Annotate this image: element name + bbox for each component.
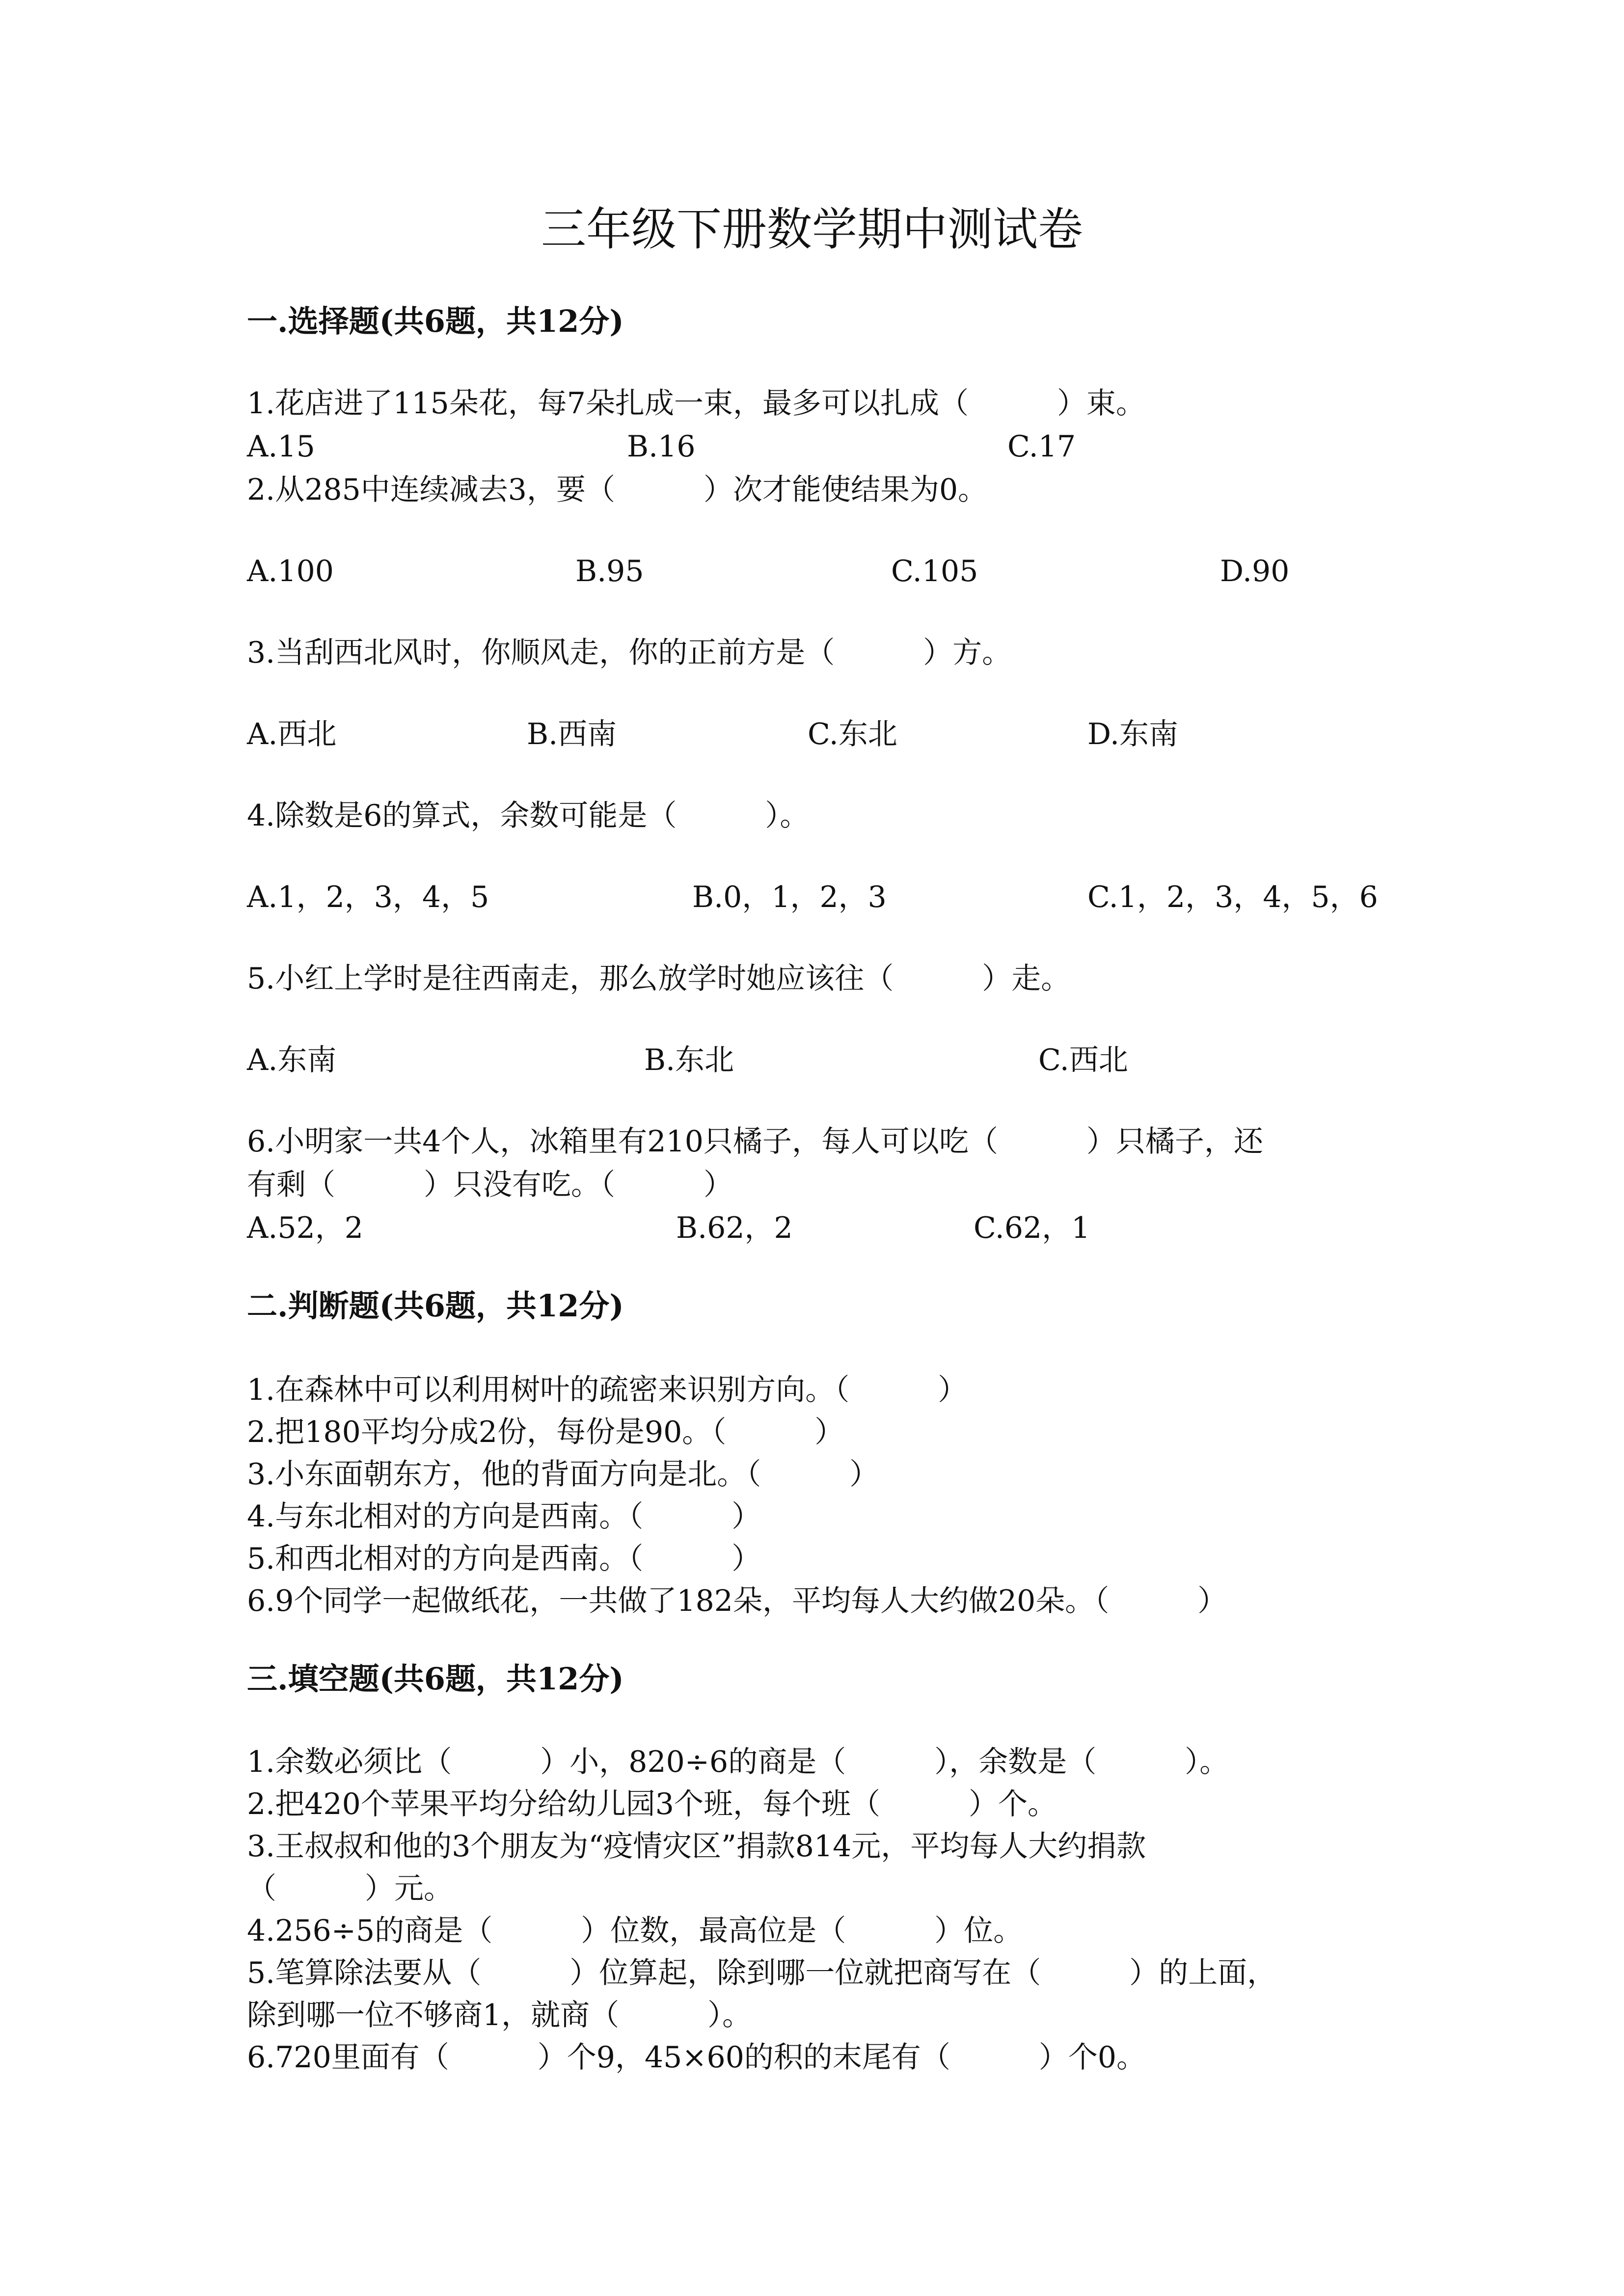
option: A.西北 xyxy=(247,717,337,751)
option: A.1，2，3，4，5 xyxy=(247,880,489,914)
option: C.62，1 xyxy=(974,1211,1090,1245)
option: C.东北 xyxy=(808,717,897,751)
option: D.90 xyxy=(1220,554,1290,588)
fill-item: 2.把420个苹果平均分给幼儿园3个班，每个班（ ）个。 xyxy=(247,1787,1057,1821)
question-stem: 4.除数是6的算式，余数可能是（ ）。 xyxy=(247,799,810,833)
option: C.1，2，3，4，5，6 xyxy=(1087,880,1378,914)
fill-item: 6.720里面有（ ）个9，45×60的积的末尾有（ ）个0。 xyxy=(247,2040,1146,2075)
judgment-item: 4.与东北相对的方向是西南。（ ） xyxy=(247,1499,761,1534)
question-stem: 3.当刮西北风时，你顺风走，你的正前方是（ ）方。 xyxy=(247,636,1012,670)
option: C.17 xyxy=(1007,429,1076,464)
judgment-item: 1.在森林中可以利用树叶的疏密来识别方向。（ ） xyxy=(247,1373,968,1407)
question-stem: 1.花店进了115朵花，每7朵扎成一束，最多可以扎成（ ）束。 xyxy=(247,386,1145,421)
option: A.15 xyxy=(247,429,315,464)
page-title: 三年级下册数学期中测试卷 xyxy=(541,203,1083,256)
section-heading-choice: 一.选择题(共6题，共12分) xyxy=(247,303,624,339)
option: C.西北 xyxy=(1038,1043,1128,1077)
question-stem: 2.从285中连续减去3，要（ ）次才能使结果为0。 xyxy=(247,473,988,507)
section-heading-true-false: 二.判断题(共6题，共12分) xyxy=(247,1288,624,1324)
question-stem: 5.小红上学时是往西南走，那么放学时她应该往（ ）走。 xyxy=(247,961,1071,996)
option: A.100 xyxy=(247,554,334,588)
fill-item: 1.余数必须比（ ）小，820÷6的商是（ ），余数是（ ）。 xyxy=(247,1745,1229,1779)
section-heading-fill-blank: 三.填空题(共6题，共12分) xyxy=(247,1661,624,1697)
option: B.16 xyxy=(627,429,696,464)
judgment-item: 6.9个同学一起做纸花，一共做了182朵，平均每人大约做20朵。（ ） xyxy=(247,1584,1227,1618)
judgment-item: 3.小东面朝东方，他的背面方向是北。（ ） xyxy=(247,1457,879,1492)
judgment-item: 2.把180平均分成2份，每份是90。（ ） xyxy=(247,1415,844,1449)
option: A.52，2 xyxy=(247,1211,363,1245)
question-stem: 6.小明家一共4个人，冰箱里有210只橘子，每人可以吃（ ）只橘子，还 xyxy=(247,1124,1263,1159)
option: B.62，2 xyxy=(676,1211,793,1245)
option: B.95 xyxy=(575,554,644,588)
option: B.西南 xyxy=(527,717,617,751)
option: B.0，1，2，3 xyxy=(692,880,887,914)
option: C.105 xyxy=(891,554,978,588)
fill-item: 5.笔算除法要从（ ）位算起，除到哪一位就把商写在（ ）的上面， xyxy=(247,1956,1277,1990)
fill-item-continued: 除到哪一位不够商1，就商（ ）。 xyxy=(247,1998,752,2032)
fill-item-continued: （ ）元。 xyxy=(247,1871,453,1906)
judgment-item: 5.和西北相对的方向是西南。（ ） xyxy=(247,1542,761,1576)
question-stem-continued: 有剩（ ）只没有吃。（ ） xyxy=(247,1168,733,1202)
option: B.东北 xyxy=(644,1043,734,1077)
fill-item: 3.王叔叔和他的3个朋友为“疫情灾区”捐款814元，平均每人大约捐款 xyxy=(247,1829,1146,1864)
fill-item: 4.256÷5的商是（ ）位数，最高位是（ ）位。 xyxy=(247,1914,1023,1948)
option: A.东南 xyxy=(247,1043,337,1077)
option: D.东南 xyxy=(1087,717,1179,751)
